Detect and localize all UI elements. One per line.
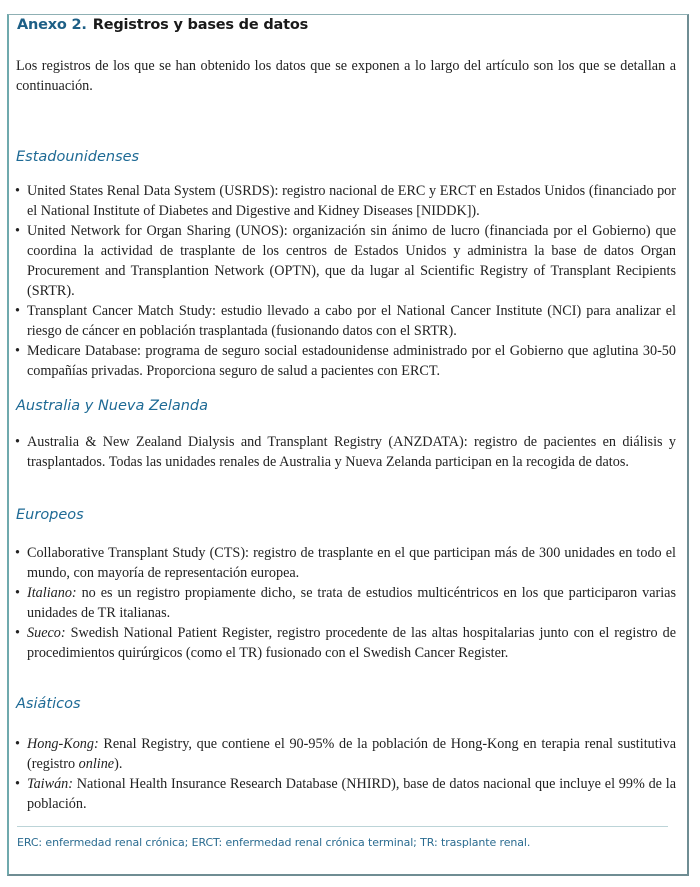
section-heading-asiaticos: Asiáticos bbox=[16, 696, 81, 712]
list-item: • United Network for Organ Sharing (UNOS): organización sin ánimo de lucro (financiada por el Gobierno) que coordina la actividad de trasplante de los centros de Estados Unidos y administra la base de datos Organ Procurement and Transplantion Network (OPTN), que da lugar al Scientific Registry of Transplant Recipients (SRTR). bbox=[15, 223, 676, 299]
list-item: • Sueco: Swedish National Patient Register, registro procedente de las altas hospitalarias junto con el registro de procedimientos quirúrgicos (como el TR) fusionado con el Swedish Cancer Register. bbox=[15, 625, 676, 661]
list-item: • Taiwán: National Health Insurance Research Database (NHIRD), base de datos nacional que incluye el 99% de la población. bbox=[15, 776, 676, 812]
section-heading-australia: Australia y Nueva Zelanda bbox=[16, 398, 209, 414]
bullet-icon: • bbox=[15, 625, 20, 641]
bullet-icon: • bbox=[15, 223, 20, 239]
bullet-icon: • bbox=[15, 434, 20, 450]
annex-number: Anexo 2. bbox=[17, 17, 87, 33]
bullet-icon: • bbox=[15, 545, 20, 561]
list-item: • Transplant Cancer Match Study: estudio llevado a cabo por el National Cancer Institute (NCI) para analizar el riesgo de cáncer en población trasplantada (fusionando datos con el SRTR). bbox=[15, 303, 676, 339]
bullet-icon: • bbox=[15, 585, 20, 601]
list-item: • United States Renal Data System (USRDS): registro nacional de ERC y ERCT en Estados Unidos (financiado por el National Institute of Diabetes and Digestive and Kidney Diseases [NIDDK]). bbox=[15, 183, 676, 219]
footnote-abbreviations: ERC: enfermedad renal crónica; ERCT: enfermedad renal crónica terminal; TR: trasplante renal. bbox=[17, 836, 531, 849]
list-item: • Hong-Kong: Renal Registry, que contiene el 90-95% de la población de Hong-Kong en terapia renal sustitutiva (registro online). bbox=[15, 736, 676, 772]
bullet-icon: • bbox=[15, 343, 20, 359]
annex-title bbox=[17, 17, 308, 33]
section-heading-estadounidenses: Estadounidenses bbox=[16, 149, 140, 165]
section-heading-europeos: Europeos bbox=[16, 507, 84, 523]
list-europeos bbox=[14, 543, 676, 663]
bullet-icon: • bbox=[15, 303, 20, 319]
footnote-divider bbox=[17, 826, 668, 827]
list-item: • Collaborative Transplant Study (CTS): registro de trasplante en el que participan más de 300 unidades en todo el mundo, con mayoría de representación europea. bbox=[15, 545, 676, 581]
list-australia bbox=[14, 432, 676, 472]
annex-title-text: Registros y bases de datos bbox=[92, 17, 309, 33]
bullet-icon: • bbox=[15, 183, 20, 199]
list-asiaticos bbox=[14, 734, 676, 814]
intro-paragraph: Los registros de los que se han obtenido los datos que se exponen a lo largo del artículo son los que se detallan a continuación. bbox=[16, 58, 676, 94]
list-item: • Medicare Database: programa de seguro social estadounidense administrado por el Gobierno que aglutina 30-50 compañías privadas. Proporciona seguro de salud a pacientes con ERCT. bbox=[15, 343, 676, 379]
list-item: • Italiano: no es un registro propiamente dicho, se trata de estudios multicéntricos en los que participaron varias unidades de TR italianas. bbox=[15, 585, 676, 621]
bullet-icon: • bbox=[15, 776, 20, 792]
list-estadounidenses bbox=[14, 181, 676, 381]
bullet-icon: • bbox=[15, 736, 20, 752]
list-item: • Australia & New Zealand Dialysis and Transplant Registry (ANZDATA): registro de pacientes en diálisis y trasplantados. Todas las unidades renales de Australia y Nueva Zelanda participan en la recogida de datos. bbox=[15, 434, 676, 470]
